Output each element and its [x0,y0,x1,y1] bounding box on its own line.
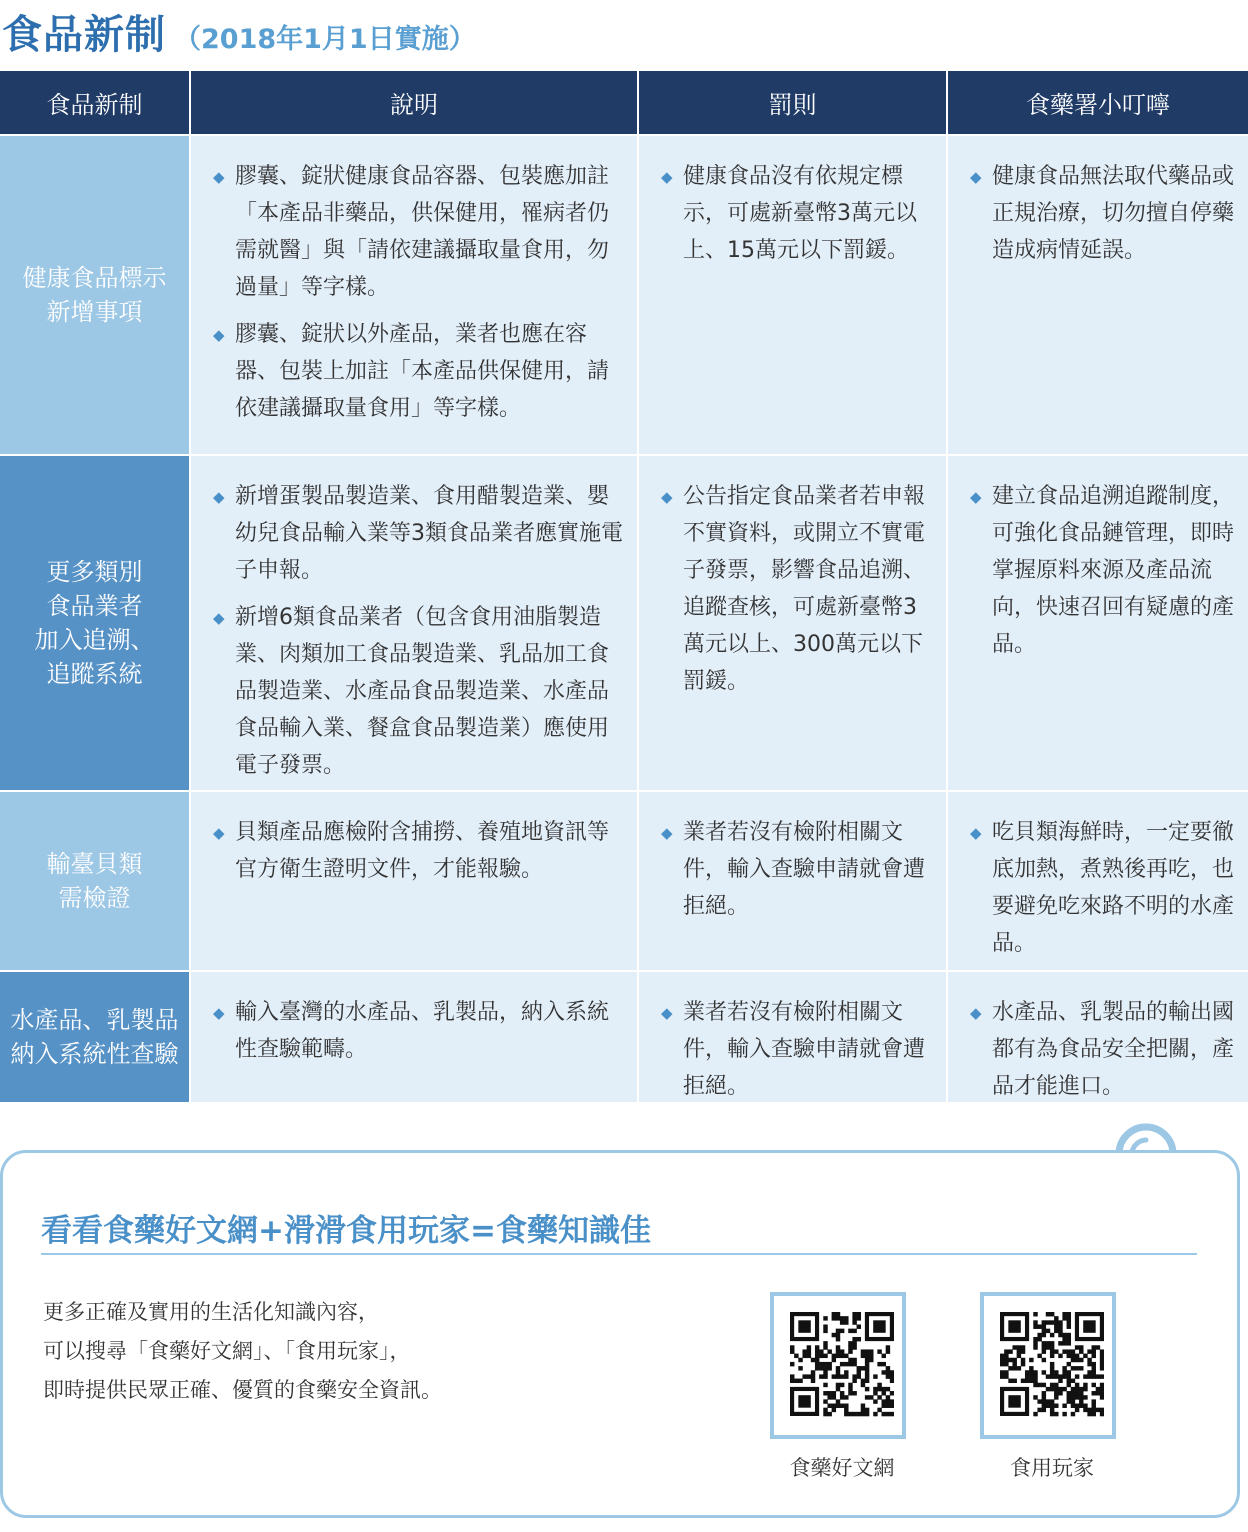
info-line: 可以搜尋「食藥好文網」、「食用玩家」， [43,1339,411,1363]
list-item-text: 健康食品沒有依規定標示，可處新臺幣3萬元以上、15萬元以下罰鍰。 [683,164,917,263]
qr-label-food-player: 食用玩家 [1010,1456,1094,1480]
list-item-text: 膠囊、錠狀健康食品容器、包裝應加註「本產品非藥品，供保健用，罹病者仍需就醫」與「請依建議攝取量食用，勿過量」等字樣。 [235,164,610,300]
list-item [661,158,932,269]
list-item [661,994,932,1105]
list-item-text: 膠囊、錠狀以外產品，業者也應在容器、包裝上加註「本產品供保健用，請依建議攝取量食用」等字樣。 [235,322,610,421]
list-item [970,478,1234,663]
info-box-title: 看看食藥好文網+滑滑食用玩家=食藥知識佳 [41,1213,651,1249]
row-label-text: 水產品、乳製品 納入系統性查驗 [10,1006,179,1068]
diamond-bullet-icon: ◆ [213,488,225,506]
list-item-text: 建立食品追溯追蹤制度，可強化食品鏈管理，即時掌握原料來源及產品流向，快速召回有疑慮的產品。 [992,484,1235,657]
diamond-bullet-icon: ◆ [970,168,982,186]
table-row [0,454,1248,790]
description-cell [191,136,639,454]
row-label [0,136,191,454]
list-item [970,814,1234,962]
title-date: （2018年1月1日實施） [174,24,476,55]
header-tips: 食藥署小叮嚀 [1026,91,1170,119]
divider [41,1253,1197,1255]
table-row [0,134,1248,454]
table-row [0,790,1248,970]
tip-cell [948,792,1248,970]
diamond-bullet-icon: ◆ [970,824,982,842]
table-header [0,71,1248,134]
description-cell [191,456,639,790]
list-item [661,478,932,700]
penalty-cell [639,456,948,790]
list-item [213,316,623,427]
info-box-text [43,1293,442,1410]
list-item-text: 輸入臺灣的水產品、乳製品，納入系統性查驗範疇。 [235,1000,610,1062]
page-title [2,0,476,60]
header-penalty: 罰則 [639,71,948,134]
list-item [970,994,1234,1105]
row-label [0,972,191,1102]
penalty-cell [639,792,948,970]
diamond-bullet-icon: ◆ [661,488,673,506]
diamond-bullet-icon: ◆ [661,824,673,842]
list-item-text: 貝類產品應檢附含捕撈、養殖地資訊等官方衛生證明文件，才能報驗。 [235,820,610,882]
list-item [213,994,623,1068]
qr-label-food-articles: 食藥好文網 [789,1456,895,1480]
qr-code-food-articles[interactable] [770,1292,906,1439]
list-item-text: 新增6類食品業者（包含食用油脂製造業、肉類加工食品製造業、乳品加工食品製造業、水產品食品製造業、水產品食品輸入業、餐盒食品製造業）應使用電子發票。 [235,605,610,778]
diamond-bullet-icon: ◆ [661,1004,673,1022]
diamond-bullet-icon: ◆ [970,1004,982,1022]
list-item [213,478,623,589]
table-row [0,970,1248,1102]
diamond-bullet-icon: ◆ [213,824,225,842]
qr-code-food-player[interactable] [980,1292,1116,1439]
list-item [213,158,623,306]
list-item-text: 吃貝類海鮮時，一定要徹底加熱，煮熟後再吃，也要避免吃來路不明的水產品。 [992,820,1235,956]
penalty-cell [639,136,948,454]
description-cell [191,792,639,970]
list-item [970,158,1234,269]
info-line: 更多正確及實用的生活化知識內容， [43,1300,379,1324]
row-label [0,792,191,970]
list-item-text: 業者若沒有檢附相關文件，輸入查驗申請就會遭拒絕。 [683,1000,926,1099]
diamond-bullet-icon: ◆ [213,326,225,344]
list-item [213,814,623,888]
tip-cell [948,136,1248,454]
diamond-bullet-icon: ◆ [213,168,225,186]
tip-cell [948,456,1248,790]
row-label-text: 更多類別 食品業者 加入追溯、 追蹤系統 [34,558,155,688]
list-item-text: 新增蛋製品製造業、食用醋製造業、嬰幼兒食品輸入業等3類食品業者應實施電子申報。 [235,484,623,583]
list-item-text: 業者若沒有檢附相關文件，輸入查驗申請就會遭拒絕。 [683,820,926,919]
tip-cell [948,972,1248,1102]
list-item-text: 水產品、乳製品的輸出國都有為食品安全把關，產品才能進口。 [992,1000,1235,1099]
list-item [661,814,932,925]
description-cell [191,972,639,1102]
penalty-cell [639,972,948,1102]
row-label [0,456,191,790]
diamond-bullet-icon: ◆ [213,609,225,627]
title-main: 食品新制 [2,12,166,58]
header-regulation: 食品新制 [0,71,191,134]
row-label-text: 健康食品標示 新增事項 [22,264,167,326]
diamond-bullet-icon: ◆ [661,168,673,186]
info-line: 即時提供民眾正確、優質的食藥安全資訊。 [43,1378,442,1402]
list-item-text: 公告指定食品業者若申報不實資料，或開立不實電子發票，影響食品追溯、追蹤查核，可處新臺幣3萬元以上、300萬元以下罰鍰。 [683,484,926,694]
food-regulation-table [0,71,1248,1102]
list-item-text: 健康食品無法取代藥品或正規治療，切勿擅自停藥造成病情延誤。 [992,164,1235,263]
diamond-bullet-icon: ◆ [970,488,982,506]
diamond-bullet-icon: ◆ [213,1004,225,1022]
row-label-text: 輸臺貝類 需檢證 [46,850,143,912]
list-item [213,599,623,784]
header-description: 說明 [191,71,639,134]
